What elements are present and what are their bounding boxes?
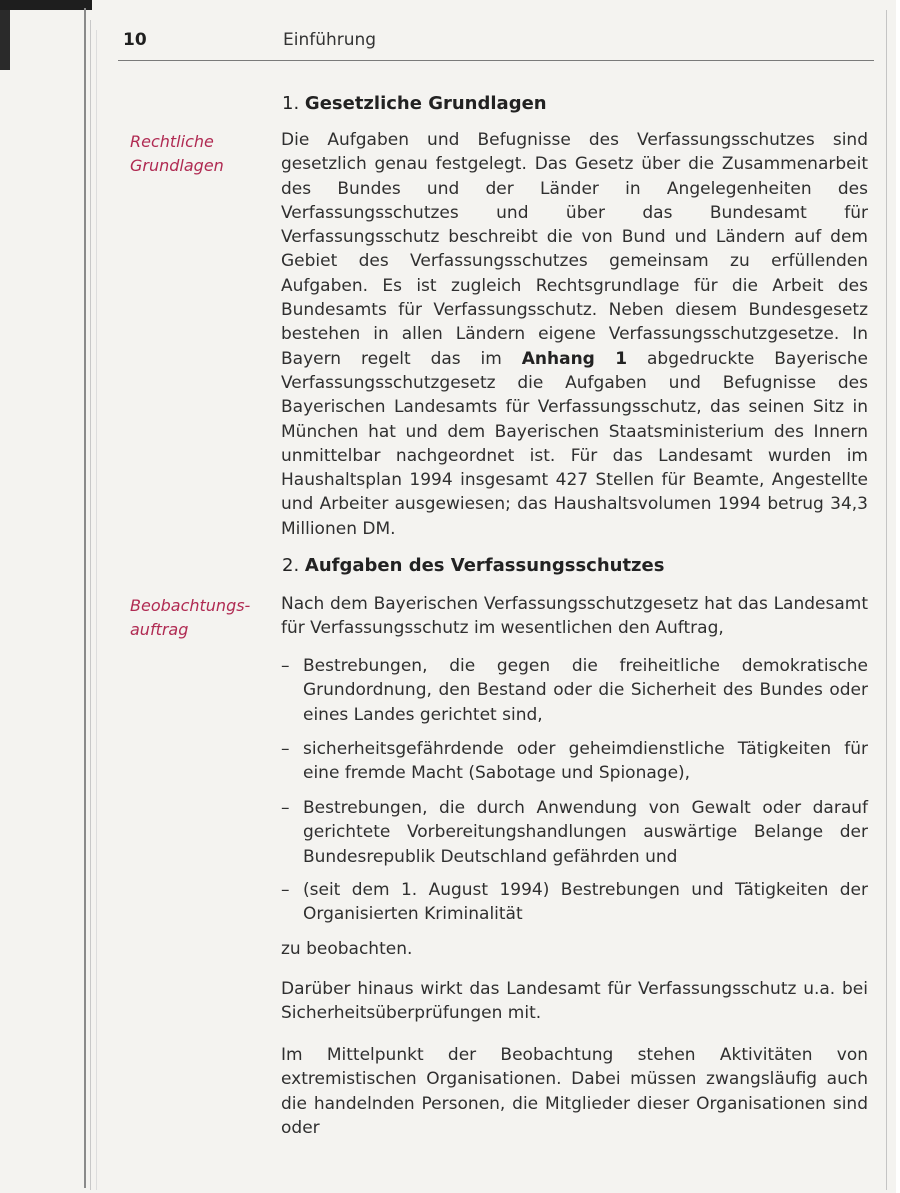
section-title: Gesetzliche Grundlagen	[304, 93, 547, 114]
paragraph-mandate-intro: Nach dem Bayerischen Verfassungsschutzgesetz hat das Landesamt für Verfassungsschutz im wesentlichen den Auftrag,	[281, 594, 868, 639]
paragraph-text: abgedruckte Bayerische Verfassungsschutzgesetz die Aufgaben und Befugnisse des Bayerischen Landesamts für Verfassungsschutz, das seinen Sitz in München hat und dem Bayerischen Staatsministerium des Innern unmittelbar nachgeordnet ist. Für das Landesamt wurden im Haushaltsplan 1994 insgesamt 427 Stellen für Beamte, Angestellte und Arbeiter ausgewiesen; das Haushaltsvolumen 1994 betrug 34,3 Millionen DM.	[281, 348, 868, 539]
header-rule	[118, 60, 874, 61]
paragraph-text: Die Aufgaben und Befugnisse des Verfassungsschutzes sind gesetzlich genau festgelegt. Das Gesetz über die Zusammenarbeit des Bundes und der Länder in Angelegenheiten des Verfassungsschutzes und über das Bundesamt für Verfassungsschutz beschreibt die von Bund und Ländern auf dem Gebiet des Verfassungsschutzes gemeinsam zu erfüllenden Aufgaben. Es ist zugleich Rechtsgrundlage für die Arbeit des Bundesamts für Verfassungsschutz. Neben diesem Bundesgesetz bestehen in allen Ländern eigene Verfassungsschutzgesetze. In Bayern regelt das im	[281, 130, 868, 369]
paragraph-legal-basis	[281, 128, 868, 541]
list-item-text: (seit dem 1. August 1994) Bestrebungen und Tätigkeiten der Organisierten Kriminalität	[303, 880, 868, 925]
margin-note-line: Rechtliche	[130, 132, 214, 151]
scan-page-edge	[896, 0, 900, 1193]
scan-binding-edge	[84, 8, 86, 1188]
margin-note-rechtliche-grundlagen	[130, 130, 224, 178]
paragraph-focus: Im Mittelpunkt der Beobachtung stehen Aktivitäten von extremistischen Organisationen. Dabei müssen zwangsläufig auch die handelnden Personen, die Mitglieder dieser Organisationen sind oder	[281, 1045, 868, 1138]
margin-note-line: auftrag	[130, 620, 189, 639]
page-number: 10	[123, 30, 147, 50]
scan-binding-edge	[90, 20, 91, 1190]
list-item-text: Bestrebungen, die gegen die freiheitliche demokratische Grundordnung, den Bestand oder die Sicherheit des Bundes oder eines Landes gerichtet sind,	[303, 656, 868, 725]
scan-binding-shadow	[0, 10, 10, 70]
section-heading-1	[282, 93, 547, 114]
list-item-text: Bestrebungen, die durch Anwendung von Gewalt oder darauf gerichtete Vorbereitungshandlungen auswärtige Belange der Bundesrepublik Deutschland gefährden und	[303, 798, 868, 867]
list-dash: –	[281, 656, 290, 676]
appendix-reference: Anhang 1	[521, 348, 628, 369]
paragraph-closing: zu beobachten.	[281, 939, 413, 959]
scan-binding-edge	[96, 30, 97, 1190]
margin-note-beobachtungsauftrag	[130, 594, 250, 642]
list-dash: –	[281, 798, 290, 818]
scan-page-edge	[886, 10, 887, 1190]
running-header	[123, 30, 873, 54]
section-title: Aufgaben des Verfassungsschutzes	[304, 555, 665, 576]
section-number: 2.	[282, 555, 300, 576]
list-dash: –	[281, 739, 290, 759]
paragraph-security-checks: Darüber hinaus wirkt das Landesamt für Verfassungsschutz u.a. bei Sicherheitsüberprüfungen mit.	[281, 979, 868, 1024]
list-dash: –	[281, 880, 290, 900]
section-heading-2	[282, 555, 664, 576]
margin-note-line: Grundlagen	[130, 156, 224, 175]
section-number: 1.	[282, 93, 300, 114]
list-item-text: sicherheitsgefährdende oder geheimdienstliche Tätigkeiten für eine fremde Macht (Sabotage und Spionage),	[303, 739, 868, 784]
margin-note-line: Beobachtungs-	[130, 596, 251, 615]
chapter-title: Einführung	[283, 30, 377, 50]
scan-binding-shadow	[0, 0, 92, 10]
